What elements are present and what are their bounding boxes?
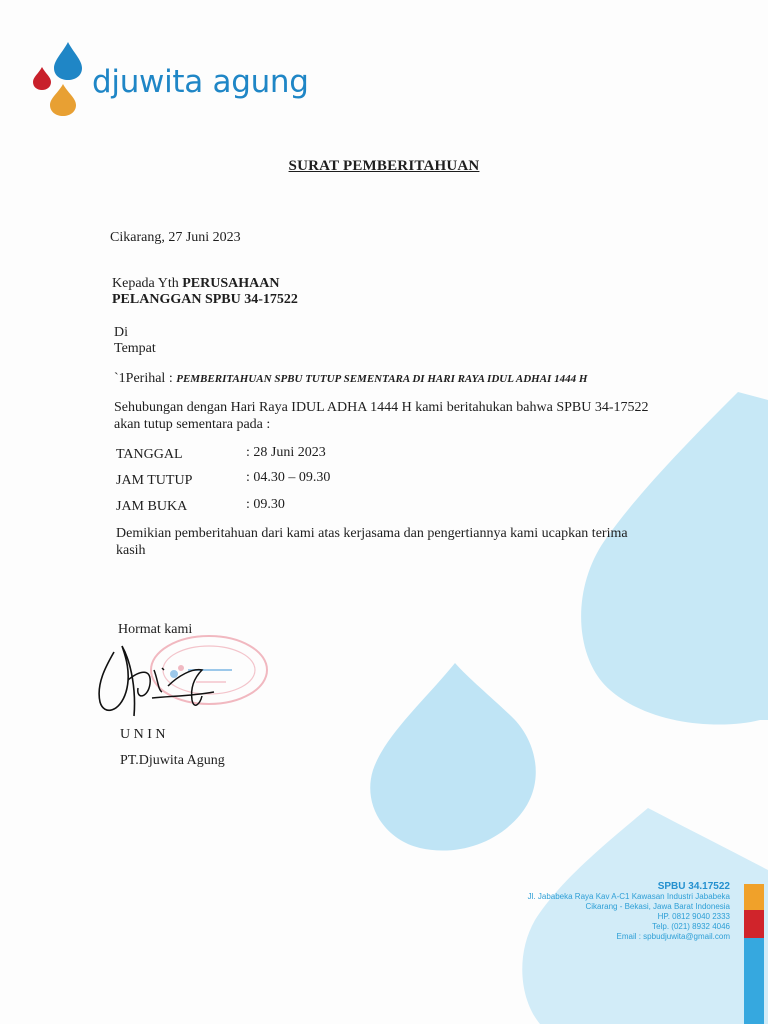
footer-telp: Telp. (021) 8932 4046 [652, 922, 730, 931]
recipient-name-1: PERUSAHAAN [182, 276, 280, 291]
perihal-value: PEMBERITAHUAN SPBU TUTUP SEMENTARA DI HARI RAYA IDUL ADHAI 1444 H [176, 373, 588, 385]
field-value-tanggal: : 28 Juni 2023 [246, 445, 326, 460]
place-date: Cikarang, 27 Juni 2023 [110, 230, 241, 245]
logo-drop-blue [54, 42, 82, 80]
footer-spbu-code: SPBU 34.17522 [657, 881, 730, 892]
logo-drop-orange [50, 84, 76, 116]
brand-name: djuwita agung [92, 64, 309, 100]
footer-address-1: Jl. Jababeka Raya Kav A-C1 Kawasan Industri Jababeka [527, 892, 730, 901]
footer-address-2: Cikarang - Bekasi, Jawa Barat Indonesia [585, 902, 730, 911]
handwritten-signature-icon [92, 640, 222, 720]
closing-line-1: Demikian pemberitahuan dari kami atas kerjasama dan pengertiannya kami ucapkan terima [116, 526, 628, 541]
color-bar-blue [744, 938, 764, 1024]
field-value-jam-buka: : 09.30 [246, 497, 285, 512]
body-line-1: Sehubungan dengan Hari Raya IDUL ADHA 1444 H kami beritahukan bahwa SPBU 34-17522 [114, 400, 649, 415]
field-label-jam-tutup: JAM TUTUP [116, 473, 193, 488]
footer-address-block [528, 882, 730, 942]
watermark-drop-center [370, 663, 536, 851]
recipient-prefix: Kepada Yth [112, 276, 179, 291]
signer-name: U N I N [120, 727, 166, 742]
closing-line-2: kasih [116, 543, 146, 558]
body-line-2: akan tutup sementara pada : [114, 417, 271, 432]
footer-email: Email : spbudjuwita@gmail.com [616, 932, 730, 941]
perihal-label: `1Perihal : [114, 371, 173, 386]
signer-company: PT.Djuwita Agung [120, 753, 225, 768]
color-bar-orange [744, 884, 764, 910]
perihal-line [114, 370, 587, 388]
logo-drop-red [33, 67, 51, 90]
field-label-tanggal: TANGGAL [116, 447, 183, 462]
address-tempat: Tempat [114, 341, 156, 356]
watermark-drop-right [581, 392, 768, 725]
recipient-line-1 [112, 275, 279, 292]
footer-hp: HP. 0812 9040 2333 [657, 912, 730, 921]
color-bar-red [744, 910, 764, 938]
field-value-jam-tutup: : 04.30 – 09.30 [246, 470, 331, 485]
letter-title: SURAT PEMBERITAHUAN [288, 158, 480, 174]
recipient-name-2: PELANGGAN SPBU 34-17522 [112, 292, 298, 307]
regards: Hormat kami [118, 622, 193, 637]
field-label-jam-buka: JAM BUKA [116, 499, 188, 514]
address-di: Di [114, 325, 128, 340]
